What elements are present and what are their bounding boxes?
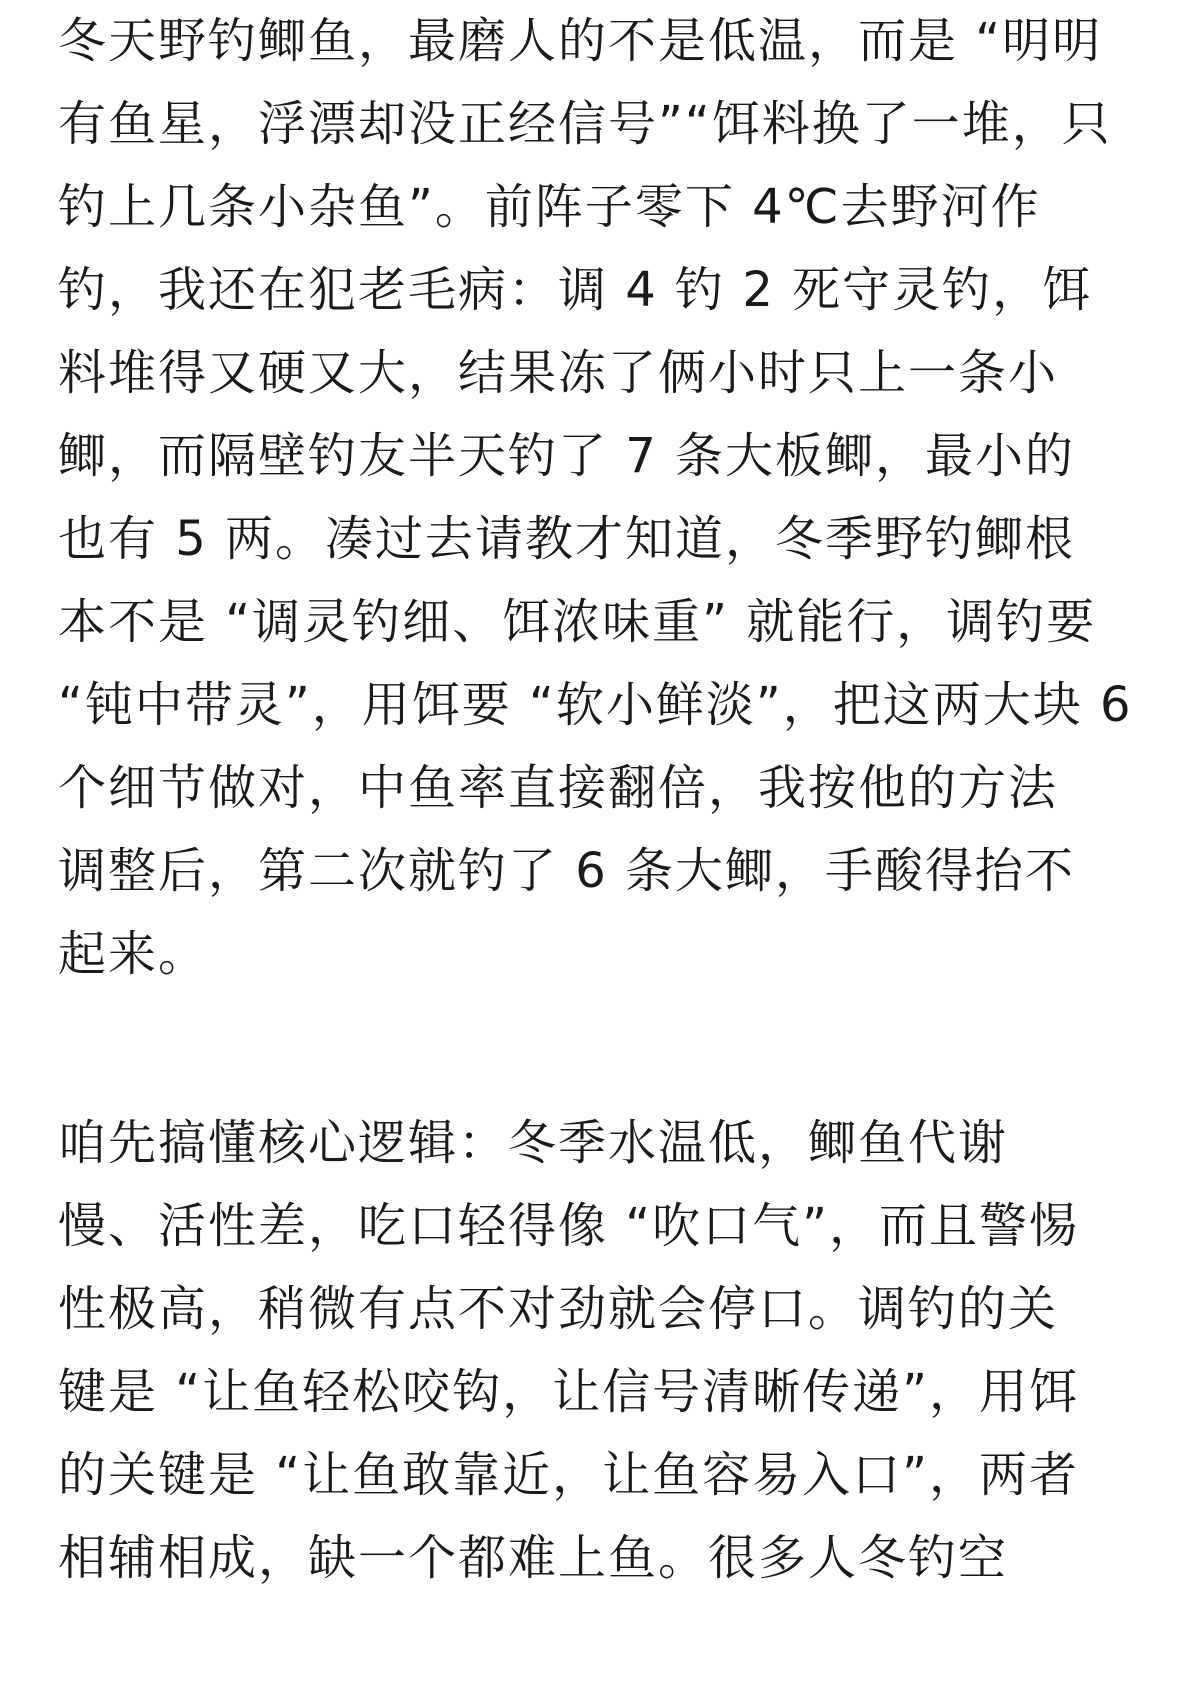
- text-line: 慢、活性差，吃口轻得像 “吹口气”，而且警惕: [58, 1198, 1079, 1254]
- paragraph-2: [58, 1102, 1138, 1600]
- text-line: 咱先搞懂核心逻辑：冬季水温低，鲫鱼代谢: [58, 1115, 1009, 1171]
- text-line: 料堆得又硬又大，结果冻了俩小时只上一条小: [58, 345, 1059, 401]
- text-line: 钓上几条小杂鱼”。前阵子零下 4℃去野河作: [58, 179, 1041, 235]
- article-body: [58, 0, 1138, 1600]
- text-line: “钝中带灵”，用饵要 “软小鲜淡”，把这两大块 6: [58, 677, 1133, 733]
- text-line: 调整后，第二次就钓了 6 条大鲫，手酸得抬不: [58, 843, 1076, 899]
- text-line: 相辅相成，缺一个都难上鱼。很多人冬钓空: [58, 1530, 1009, 1586]
- text-line: 也有 5 两。凑过去请教才知道，冬季野钓鲫根: [58, 511, 1076, 567]
- text-line: 冬天野钓鲫鱼，最磨人的不是低温，而是 “明明: [58, 13, 1103, 69]
- text-line: 的关键是 “让鱼敢靠近，让鱼容易入口”，两者: [58, 1447, 1079, 1503]
- text-line: 本不是 “调灵钓细、饵浓味重” 就能行，调钓要: [58, 594, 1097, 650]
- text-line: 个细节做对，中鱼率直接翻倍，我按他的方法: [58, 760, 1059, 816]
- text-line: 有鱼星，浮漂却没正经信号”“饵料换了一堆，只: [58, 96, 1112, 152]
- paragraph-1: [58, 0, 1138, 996]
- text-line: 鲫，而隔壁钓友半天钓了 7 条大板鲫，最小的: [58, 428, 1076, 484]
- text-line: 钓，我还在犯老毛病：调 4 钓 2 死守灵钓，饵: [58, 262, 1093, 318]
- text-line: 起来。: [58, 926, 209, 982]
- text-line: 性极高，稍微有点不对劲就会停口。调钓的关: [58, 1281, 1059, 1337]
- text-line: 键是 “让鱼轻松咬钩，让信号清晰传递”，用饵: [58, 1364, 1079, 1420]
